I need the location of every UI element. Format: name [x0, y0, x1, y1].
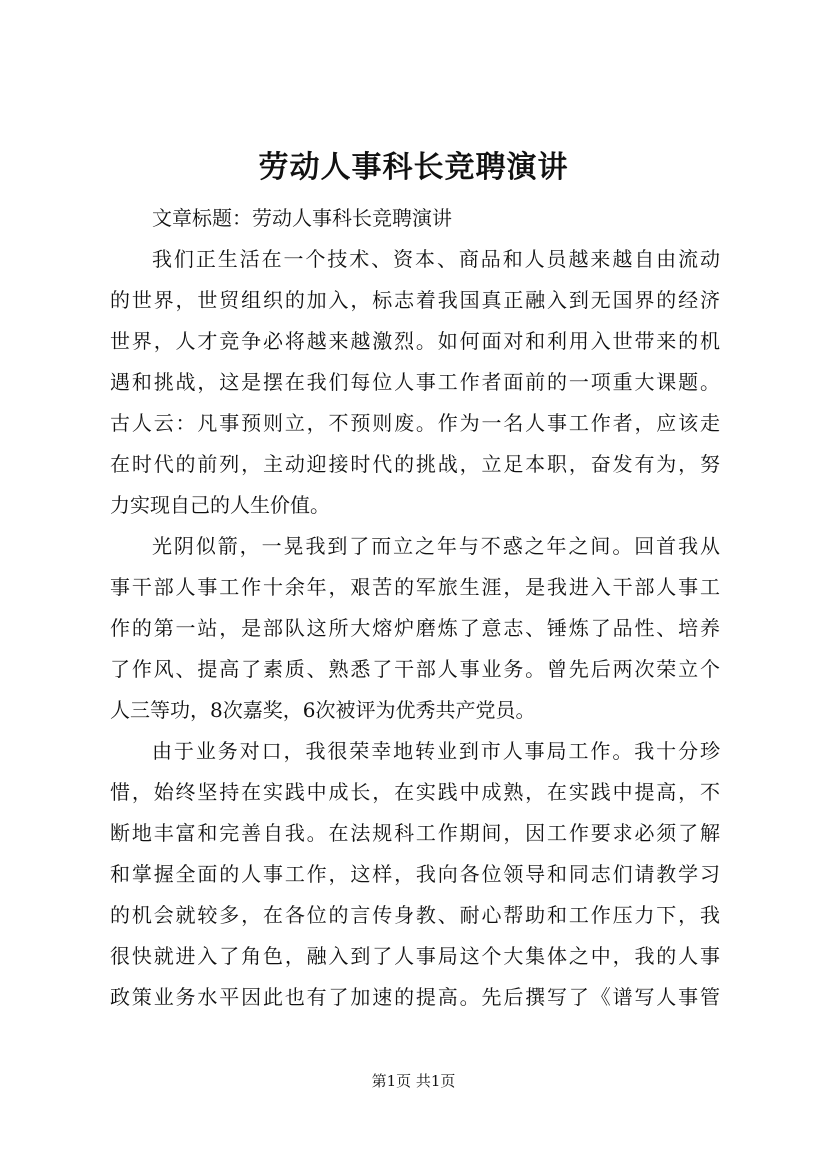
paragraph-line: 了作风、提高了素质、熟悉了干部人事业务。曾先后两次荣立个 [110, 657, 720, 681]
paragraph-line: 的机会就较多，在各位的言传身教、耐心帮助和工作压力下，我 [110, 903, 720, 927]
paragraph-line: 政策业务水平因此也有了加速的提高。先后撰写了《谱写人事管 [110, 985, 720, 1009]
paragraph-line: 由于业务对口，我很荣幸地转业到市人事局工作。我十分珍 [152, 739, 720, 763]
page-footer: 第1页 共1页 [371, 1072, 456, 1090]
document-body [110, 198, 720, 1018]
paragraph-line: 和掌握全面的人事工作，这样，我向各位领导和同志们请教学习 [110, 862, 720, 886]
document-title: 劳动人事科长竞聘演讲 [258, 150, 569, 185]
paragraph-line: 古人云：凡事预则立，不预则废。作为一名人事工作者，应该走 [110, 411, 720, 435]
paragraph-line: 事干部人事工作十余年，艰苦的军旅生涯，是我进入干部人事工 [110, 575, 720, 599]
paragraph-line: 光阴似箭，一晃我到了而立之年与不惑之年之间。回首我从 [152, 534, 720, 558]
paragraph-line: 的世界，世贸组织的加入，标志着我国真正融入到无国界的经济 [110, 288, 720, 312]
paragraph-line: 在时代的前列，主动迎接时代的挑战，立足本职，奋发有为，努 [110, 452, 720, 476]
paragraph-line: 惜，始终坚持在实践中成长，在实践中成熟，在实践中提高，不 [110, 780, 720, 804]
article-heading-line: 文章标题：劳动人事科长竞聘演讲 [152, 206, 452, 230]
paragraph-line: 遇和挑战，这是摆在我们每位人事工作者面前的一项重大课题。 [110, 370, 720, 394]
paragraph-line: 力实现自己的人生价值。 [110, 493, 330, 517]
paragraph-line: 作的第一站，是部队这所大熔炉磨炼了意志、锤炼了品性、培养 [110, 616, 720, 640]
paragraph-line: 我们正生活在一个技术、资本、商品和人员越来越自由流动 [152, 247, 720, 271]
paragraph-line: 世界，人才竞争必将越来越激烈。如何面对和利用入世带来的机 [110, 329, 720, 353]
paragraph-line: 断地丰富和完善自我。在法规科工作期间，因工作要求必须了解 [110, 821, 720, 845]
paragraph-line: 很快就进入了角色，融入到了人事局这个大集体之中，我的人事 [110, 944, 720, 968]
paragraph-line: 人三等功，8次嘉奖，6次被评为优秀共产党员。 [110, 698, 536, 722]
